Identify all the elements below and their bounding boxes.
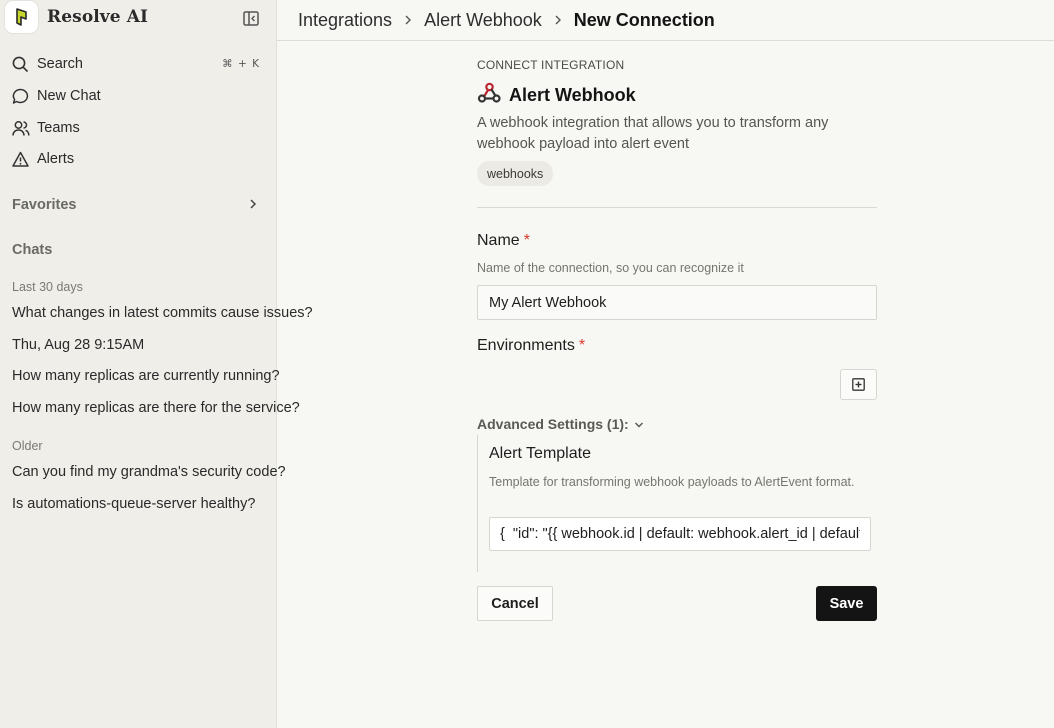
chat-item[interactable]: How many replicas are currently running? <box>12 368 280 384</box>
save-button[interactable]: Save <box>816 586 877 621</box>
chat-item[interactable]: How many replicas are there for the service? <box>12 400 300 416</box>
chat-bubble-icon <box>12 88 29 105</box>
main-content <box>277 0 1054 728</box>
favorites-heading[interactable]: Favorites <box>12 197 77 213</box>
breadcrumb-integrations[interactable]: Integrations <box>298 9 393 30</box>
required-marker: * <box>578 337 586 354</box>
environments-field-label <box>477 337 585 355</box>
chat-item[interactable]: Is automations-queue-server healthy? <box>12 496 256 512</box>
chevron-right-icon[interactable] <box>247 197 259 211</box>
advanced-settings-label: Advanced Settings (1): <box>477 416 629 432</box>
integration-tag: webhooks <box>477 161 553 186</box>
section-divider <box>477 207 877 208</box>
required-marker: * <box>523 232 530 249</box>
alert-template-label: Alert Template <box>489 445 591 462</box>
environments-label-text: Environments <box>477 337 575 354</box>
nav-label: Teams <box>37 120 80 136</box>
chat-item[interactable]: What changes in latest commits cause issues? <box>12 305 313 321</box>
warning-icon <box>12 151 29 168</box>
brand-name: Resolve AI <box>47 7 149 27</box>
advanced-settings-panel <box>477 435 877 572</box>
chat-item[interactable]: Can you find my grandma's security code? <box>12 464 286 480</box>
advanced-settings-toggle[interactable] <box>477 416 644 432</box>
nav-new-chat[interactable] <box>12 84 264 108</box>
nav-search[interactable] <box>12 52 264 76</box>
chats-heading: Chats <box>12 242 53 258</box>
nav-alerts[interactable] <box>12 147 264 171</box>
collapse-sidebar-icon[interactable] <box>242 9 260 27</box>
alert-template-hint: Template for transforming webhook payloads to AlertEvent format. <box>489 475 855 489</box>
chat-item[interactable]: Thu, Aug 28 9:15AM <box>12 337 145 353</box>
chevron-down-icon <box>634 416 644 432</box>
breadcrumb <box>277 0 1054 41</box>
name-input[interactable] <box>477 285 877 320</box>
webhook-icon <box>477 81 502 109</box>
nav-label: Search <box>37 56 83 72</box>
name-field-hint: Name of the connection, so you can recognize it <box>477 261 744 275</box>
brand[interactable] <box>4 0 148 34</box>
chevron-right-icon <box>554 14 562 26</box>
form-eyebrow: CONNECT INTEGRATION <box>477 58 625 72</box>
resolve-logo-icon <box>4 0 39 34</box>
nav-label: New Chat <box>37 88 101 104</box>
cancel-button[interactable]: Cancel <box>477 586 553 621</box>
integration-description: A webhook integration that allows you to transform any webhook payload into alert event <box>477 115 829 152</box>
search-shortcut: ⌘ + K <box>222 58 260 70</box>
sidebar <box>0 0 313 728</box>
chat-group-label: Older <box>12 439 43 453</box>
name-field-label <box>477 232 530 250</box>
chevron-right-icon <box>404 14 412 26</box>
name-label-text: Name <box>477 232 520 249</box>
integration-header <box>477 81 636 109</box>
integration-title: Alert Webhook <box>509 84 636 105</box>
nav-label: Alerts <box>37 151 75 167</box>
alert-template-input[interactable] <box>489 517 871 551</box>
search-icon <box>12 56 29 73</box>
plus-square-icon <box>852 378 865 391</box>
breadcrumb-new-connection: New Connection <box>573 9 715 30</box>
breadcrumb-alert-webhook[interactable]: Alert Webhook <box>424 9 542 30</box>
nav-teams[interactable] <box>12 116 264 140</box>
add-environment-button[interactable] <box>840 369 877 400</box>
chat-group-label: Last 30 days <box>12 280 83 294</box>
users-icon <box>12 120 29 137</box>
